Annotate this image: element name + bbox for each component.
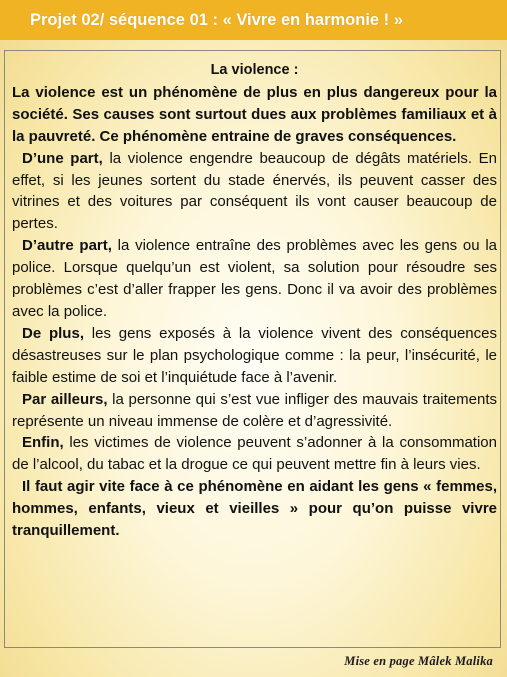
paragraph-1 — [12, 148, 497, 236]
paragraph-5 — [12, 432, 497, 476]
paragraph-1-connector: D’une part, — [22, 149, 103, 167]
paragraph-2 — [12, 235, 497, 323]
paragraph-3-text: les gens exposés à la violence vivent des conséquences désastreuses sur le plan psychologique comme : la peur, l’insécurité, le faible estime de soi et l’inquiétude face à l’avenir. — [12, 324, 497, 386]
paragraph-3 — [12, 323, 497, 389]
page-header-title: Projet 02/ séquence 01 : « Vivre en harmonie ! » — [30, 10, 403, 29]
layout-signature: Mise en page Mâlek Malika — [344, 654, 493, 668]
paragraph-1-text: la violence engendre beaucoup de dégâts matériels. En effet, si les jeunes sortent du stade énervés, ils peuvent casser des vitrines et des voitures par conséquent ils vont causer beaucoup de pertes. — [12, 149, 497, 233]
paragraph-3-connector: De plus, — [22, 324, 84, 342]
document-heading: La violence : — [210, 62, 299, 78]
paragraph-5-text: les victimes de violence peuvent s’adonner à la consommation de l’alcool, du tabac et la drogue ce qui peuvent mettre fin à leurs vies. — [12, 434, 497, 474]
paragraph-4-connector: Par ailleurs, — [22, 390, 108, 408]
document-body — [12, 60, 497, 542]
conclusion-paragraph: Il faut agir vite face à ce phénomène en aidant les gens « femmes, hommes, enfants, vieux et vieilles » pour qu’on puisse vivre tranquillement. — [12, 478, 497, 540]
page-header-banner — [0, 0, 507, 40]
paragraph-2-text: la violence entraîne des problèmes avec les gens ou la police. Lorsque quelqu’un est violent, sa solution pour résoudre ses problèmes c’est d’aller frapper les gens. Donc il va avoir des problèmes avec la police. — [12, 237, 497, 320]
intro-paragraph: La violence est un phénomène de plus en plus dangereux pour la société. Ses causes sont surtout dues aux problèmes familiaux et à la pauvreté. Ce phénomène entraine de graves conséquences. — [12, 83, 497, 145]
paragraph-2-connector: D’autre part, — [22, 237, 112, 255]
paragraph-4-text: la personne qui s’est vue infliger des mauvais traitements représente un niveau immense de colère et d’agressivité. — [12, 390, 497, 430]
paragraph-5-connector: Enfin, — [22, 434, 64, 452]
paragraph-4 — [12, 389, 497, 433]
